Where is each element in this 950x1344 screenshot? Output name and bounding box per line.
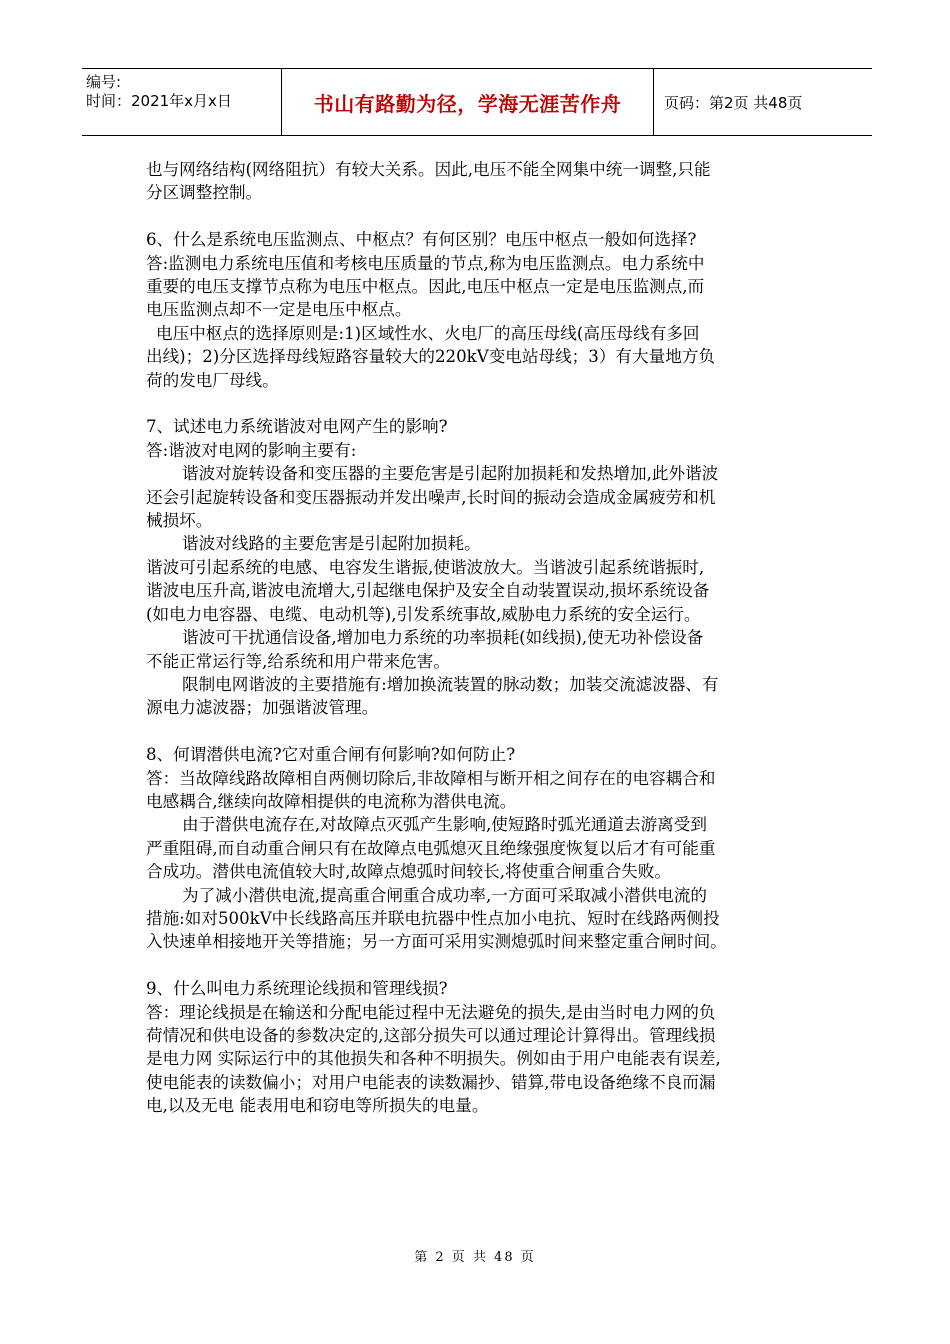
page-footer: 第 2 页 共 48 页 bbox=[414, 1250, 536, 1265]
body-line: 为了减小潜供电流,提高重合闸重合成功率,一方面可采取减小潜供电流的 bbox=[182, 885, 707, 905]
body-line: 严重阻碍,而自动重合闸只有在故障点电弧熄灭且绝缘强度恢复以后才有可能重 bbox=[146, 838, 716, 858]
body-line: 重要的电压支撑节点称为电压中枢点。因此,电压中枢点一定是电压监测点,而 bbox=[146, 277, 705, 297]
body-line: 由于潜供电流存在,对故障点灭弧产生影响,使短路时弧光通道去游离受到 bbox=[182, 815, 707, 835]
body-line: 电感耦合,继续向故障相提供的电流称为潜供电流。 bbox=[146, 791, 517, 811]
body-line: 不能正常运行等,给系统和用户带来危害。 bbox=[146, 651, 450, 671]
body-line: 谐波可引起系统的电感、电容发生谐振,使谐波放大。当谐波引起系统谐振时, bbox=[146, 557, 705, 577]
header-meta bbox=[82, 69, 282, 135]
header-motto: 书山有路勤为径，学海无涯苦作舟 bbox=[282, 69, 654, 135]
body-line: 限制电网谐波的主要措施有:增加换流装置的脉动数；加装交流滤波器、有 bbox=[182, 674, 719, 694]
question-7: 7、试述电力系统谐波对电网产生的影响? bbox=[146, 417, 448, 437]
question-6: 6、什么是系统电压监测点、中枢点？有何区别？电压中枢点一般如何选择? bbox=[146, 230, 697, 250]
body-line: 入快速单相接地开关等措施；另一方面可采用实测熄弧时间来整定重合闸时间。 bbox=[146, 932, 727, 952]
paragraph-gap bbox=[146, 392, 826, 415]
body-line: 谐波可干扰通信设备,增加电力系统的功率损耗(如线损),使无功补偿设备 bbox=[182, 628, 704, 648]
body-line: 荷情况和供电设备的参数决定的,这部分损失可以通过理论计算得出。管理线损 bbox=[146, 1025, 716, 1045]
body-line: 谐波对旋转设备和变压器的主要危害是引起附加损耗和发热增加,此外谐波 bbox=[182, 464, 719, 484]
body-line: 也与网络结构(网络阻抗）有较大关系。因此,电压不能全网集中统一调整,只能 bbox=[146, 160, 711, 179]
question-8: 8、何谓潜供电流?它对重合闸有何影响?如何防止? bbox=[146, 745, 516, 765]
document-body bbox=[146, 158, 826, 1118]
body-line: 电,以及无电 能表用电和窃电等所损失的电量。 bbox=[146, 1096, 489, 1116]
body-line: 使电能表的读数偏小；对用户电能表的读数漏抄、错算,带电设备绝缘不良而漏 bbox=[146, 1072, 716, 1092]
body-line: 措施:如对500kV中长线路高压并联电抗器中性点加小电抗、短时在线路两侧投 bbox=[146, 908, 720, 928]
body-line: 答：理论线损是在输送和分配电能过程中无法避免的损失,是由当时电力网的负 bbox=[146, 1002, 716, 1022]
body-line: 还会引起旋转设备和变压器振动并发出噪声,长时间的振动会造成金属疲劳和机 bbox=[146, 487, 716, 507]
body-line: 电压中枢点的选择原则是:1)区域性水、火电厂的高压母线(高压母线有多回 bbox=[156, 323, 700, 343]
body-line: 谐波对线路的主要危害是引起附加损耗。 bbox=[182, 534, 481, 554]
document-number-label: 编号: bbox=[86, 73, 122, 91]
question-9: 9、什么叫电力系统理论线损和管理线损? bbox=[146, 979, 448, 999]
paragraph-gap bbox=[146, 954, 826, 977]
body-line: 是电力网 实际运行中的其他损失和各种不明损失。例如由于用户电能表有误差, bbox=[146, 1049, 721, 1069]
body-line: 答:监测电力系统电压值和考核电压质量的节点,称为电压监测点。电力系统中 bbox=[146, 253, 705, 273]
body-line: 源电力滤波器；加强谐波管理。 bbox=[146, 698, 379, 718]
document-date: 时间：2021年x月x日 bbox=[86, 92, 232, 110]
body-line: 出线)；2)分区选择母线短路容量较大的220kV变电站母线；3）有大量地方负 bbox=[146, 347, 715, 367]
body-line: 谐波电压升高,谐波电流增大,引起继电保护及安全自动装置误动,损坏系统设备 bbox=[146, 581, 710, 601]
body-line: (如电力电容器、电缆、电动机等),引发系统事故,威胁电力系统的安全运行。 bbox=[146, 604, 701, 624]
paragraph-gap bbox=[146, 205, 826, 228]
body-line: 分区调整控制。 bbox=[146, 183, 263, 203]
paragraph-gap bbox=[146, 720, 826, 743]
body-line: 合成功。潜供电流值较大时,故障点熄弧时间较长,将使重合闸重合失败。 bbox=[146, 862, 671, 882]
body-line: 电压监测点却不一定是电压中枢点。 bbox=[146, 300, 412, 320]
body-line: 械损坏。 bbox=[146, 511, 213, 531]
header-page-info: 页码：第2页 共48页 bbox=[664, 93, 803, 112]
body-line: 答：当故障线路故障相自两侧切除后,非故障相与断开相之间存在的电容耦合和 bbox=[146, 768, 716, 788]
body-line: 荷的发电厂母线。 bbox=[146, 370, 279, 390]
page-header bbox=[82, 68, 872, 136]
body-line: 答:谐波对电网的影响主要有: bbox=[146, 440, 357, 460]
